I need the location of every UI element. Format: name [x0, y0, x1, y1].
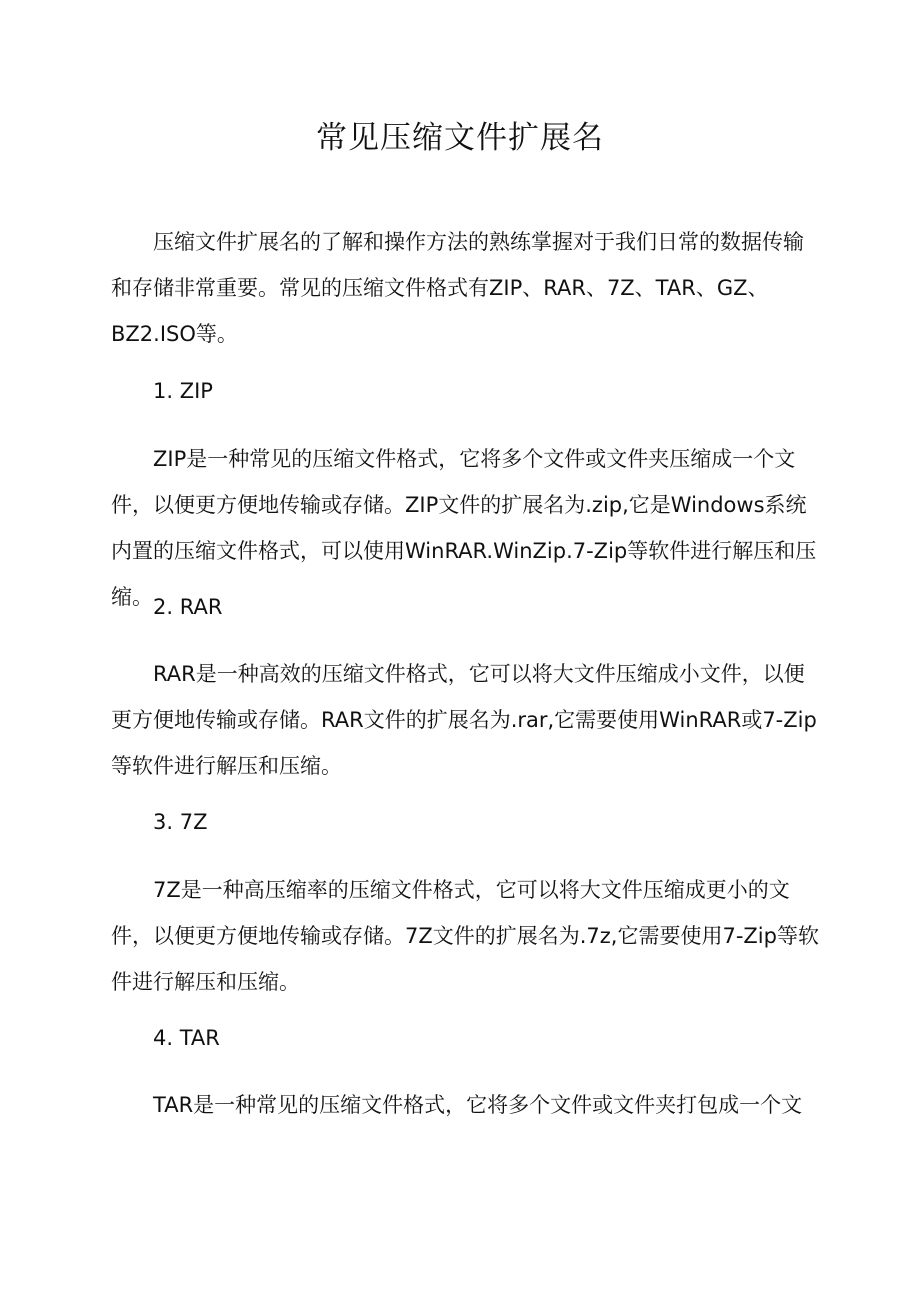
- section-body-zip: ZIP是一种常见的压缩文件格式，它将多个文件或文件夹压缩成一个文件，以便更方便地传输或存储。ZIP文件的扩展名为.zip,它是Windows系统内置的压缩文件格式，可以使用WinRAR.WinZip.7-Zip等软件进行解压和压缩。: [111, 447, 817, 609]
- section-body-tar: TAR是一种常见的压缩文件格式，它将多个文件或文件夹打包成一个文: [153, 1093, 803, 1117]
- section-heading-zip: 1. ZIP: [153, 379, 213, 403]
- section-body-rar: RAR是一种高效的压缩文件格式，它可以将大文件压缩成小文件，以便更方便地传输或存储。RAR文件的扩展名为.rar,它需要使用WinRAR或7-Zip等软件进行解压和压缩。: [111, 662, 817, 778]
- section-heading-tar: 4. TAR: [153, 1026, 220, 1050]
- intro-paragraph: 压缩文件扩展名的了解和操作方法的熟练掌握对于我们日常的数据传输和存储非常重要。常见的压缩文件格式有ZIP、RAR、7Z、TAR、GZ、BZ2.ISO等。: [111, 230, 804, 346]
- page-title: 常见压缩文件扩展名: [316, 120, 604, 156]
- section-heading-rar: 2. RAR: [153, 595, 223, 619]
- section-body-7z: 7Z是一种高压缩率的压缩文件格式，它可以将大文件压缩成更小的文件，以便更方便地传输或存储。7Z文件的扩展名为.7z,它需要使用7-Zip等软件进行解压和压缩。: [111, 878, 819, 994]
- section-heading-7z: 3. 7Z: [153, 810, 208, 834]
